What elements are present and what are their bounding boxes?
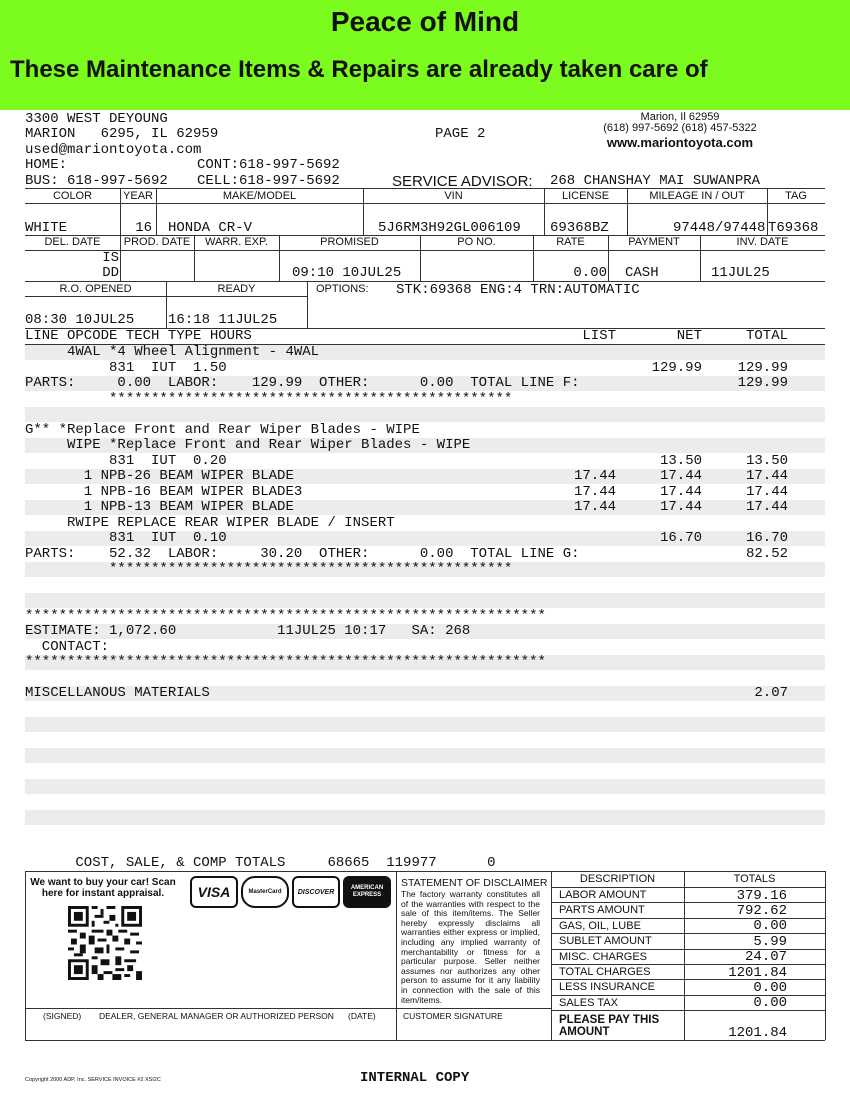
vehicle-tag: T69368 xyxy=(768,220,819,236)
list-header: LIST xyxy=(582,328,616,344)
row-stripe xyxy=(25,748,825,763)
vin-label: VIN xyxy=(444,190,463,202)
totals-row-label: LABOR AMOUNT xyxy=(559,889,647,901)
options-label: OPTIONS: xyxy=(316,283,369,295)
row-stripe xyxy=(25,593,825,608)
date-label: (DATE) xyxy=(348,1011,376,1021)
line-item-text: MISCELLANOUS MATERIALS xyxy=(25,685,210,701)
promised-label: PROMISED xyxy=(320,236,379,248)
vehicle-year: 16 xyxy=(135,220,152,236)
payment-value: CASH xyxy=(625,265,659,281)
totals-row-value: 0.00 xyxy=(753,979,787,996)
line-item-text: 1 NPB-26 BEAM WIPER BLADE xyxy=(25,468,294,484)
cell-phone: CELL:618-997-5692 xyxy=(197,173,340,189)
line-item-total: 82.52 xyxy=(745,545,788,562)
copyright-text: Copyright 2000 ADP, Inc. SERVICE INVOICE #2 XSI2C xyxy=(25,1077,161,1083)
rate-label: RATE xyxy=(556,236,585,248)
service-advisor-name: 268 CHANSHAY MAI SUWANPRA xyxy=(550,173,761,189)
cost-sale-comp-totals: COST, SALE, & COMP TOTALS 68665 119977 0 xyxy=(25,855,496,871)
line-item-list: 17.44 xyxy=(573,499,616,515)
totals-row-label: SALES TAX xyxy=(559,996,618,1009)
ro-opened-label: R.O. OPENED xyxy=(59,283,132,295)
totals-row-label: LESS INSURANCE xyxy=(559,981,655,994)
prod-date-label: PROD. DATE xyxy=(123,236,191,248)
dealer-signature-label: DEALER, GENERAL MANAGER OR AUTHORIZED PERSON xyxy=(99,1011,334,1021)
totals-row-value: 0.00 xyxy=(753,995,787,1012)
vehicle-mileage: 97448/97448 xyxy=(673,220,766,236)
line-item-total: 129.99 xyxy=(737,359,788,376)
line-item-text: G** *Replace Front and Rear Wiper Blades - WIPE xyxy=(25,421,420,438)
row-stripe xyxy=(25,779,825,794)
line-item-net: 17.44 xyxy=(659,468,702,484)
license-label: LICENSE xyxy=(561,190,610,202)
row-stripe xyxy=(25,407,825,422)
line-item-net: 17.44 xyxy=(659,483,702,500)
service-advisor-label: SERVICE ADVISOR: xyxy=(392,173,533,190)
appraisal-text: We want to buy your car! Scan here for instant appraisal. xyxy=(30,877,176,899)
totals-row-value: 1201.84 xyxy=(728,964,787,981)
totals-row-value: 379.16 xyxy=(736,887,787,904)
line-item-list: 17.44 xyxy=(573,468,616,484)
totals-label: TOTALS xyxy=(733,873,776,885)
line-item-text: 831 IUT 0.20 xyxy=(25,452,227,469)
line-item-text: WIPE *Replace Front and Rear Wiper Blades - WIPE xyxy=(25,437,471,453)
vehicle-make-model: HONDA CR-V xyxy=(168,220,253,236)
totals-row-label: SUBLET AMOUNT xyxy=(559,935,652,948)
mastercard-logo: MasterCard xyxy=(241,876,289,908)
del-date-line1: IS xyxy=(102,250,119,266)
vehicle-vin: 5J6RM3H92GL006109 xyxy=(378,220,521,236)
line-item-total: 129.99 xyxy=(737,375,788,391)
inv-date-label: INV. DATE xyxy=(736,236,789,248)
customer-signature-label: CUSTOMER SIGNATURE xyxy=(403,1011,503,1021)
qr-code-icon[interactable] xyxy=(68,906,142,980)
line-item-text: PARTS: 52.32 LABOR: 30.20 OTHER: 0.00 TOTAL LINE G: xyxy=(25,545,580,562)
discover-logo: DISCOVER xyxy=(292,876,340,908)
dealer-city: Marion, Il 62959 xyxy=(640,111,720,123)
tag-label: TAG xyxy=(785,190,807,202)
totals-row-label: MISC. CHARGES xyxy=(559,950,648,963)
line-item-total: 2.07 xyxy=(754,685,788,701)
inv-date-value: 11JUL25 xyxy=(711,265,770,281)
line-item-text: ESTIMATE: 1,072.60 11JUL25 10:17 SA: 268 xyxy=(25,623,471,639)
totals-row-label: TOTAL CHARGES xyxy=(559,966,651,978)
ready-label: READY xyxy=(217,283,256,295)
line-item-text: 831 IUT 1.50 xyxy=(25,359,227,376)
line-item-list: 17.44 xyxy=(573,483,616,500)
line-item-text: 1 NPB-13 BEAM WIPER BLADE xyxy=(25,499,294,515)
mileage-label: MILEAGE IN / OUT xyxy=(649,190,745,202)
line-item-total: 13.50 xyxy=(745,452,788,469)
please-pay-label: PLEASE PAY THIS AMOUNT xyxy=(559,1014,660,1038)
lines-header: LINE OPCODE TECH TYPE HOURS xyxy=(25,328,252,344)
signed-label: (SIGNED) xyxy=(43,1011,82,1021)
line-item-text: 831 IUT 0.10 xyxy=(25,530,227,546)
description-label: DESCRIPTION xyxy=(579,873,656,885)
business-phone: BUS: 618-997-5692 xyxy=(25,173,168,189)
make-model-label: MAKE/MODEL xyxy=(222,190,297,202)
vehicle-color: WHITE xyxy=(25,220,68,236)
peace-of-mind-banner xyxy=(0,0,850,110)
totals-row-label: PARTS AMOUNT xyxy=(559,904,645,917)
contact-phone: CONT:618-997-5692 xyxy=(197,157,340,173)
line-item-text: ************************************************ xyxy=(25,561,513,577)
line-item-total: 17.44 xyxy=(745,483,788,500)
net-header: NET xyxy=(676,328,702,344)
line-item-net: 129.99 xyxy=(651,359,702,376)
line-item-text: ************************************************************** xyxy=(25,607,546,624)
promised-value: 09:10 10JUL25 xyxy=(292,265,402,281)
del-date-line2: DD xyxy=(102,265,119,281)
row-stripe xyxy=(25,717,825,732)
warr-exp-label: WARR. EXP. xyxy=(205,236,268,248)
totals-row-value: 792.62 xyxy=(736,902,787,919)
ro-opened-value: 08:30 10JUL25 xyxy=(25,312,135,328)
dealer-email: used@mariontoyota.com xyxy=(25,142,202,158)
line-item-text: ************************************************************** xyxy=(25,654,546,670)
ready-value: 16:18 11JUL25 xyxy=(168,312,278,328)
totals-row-value: 24.07 xyxy=(744,949,787,966)
line-item-total: 17.44 xyxy=(745,468,788,484)
line-item-net: 13.50 xyxy=(659,452,702,469)
total-header: TOTAL xyxy=(745,328,788,344)
visa-logo: VISA xyxy=(190,876,238,908)
dealer-address1: 3300 WEST DEYOUNG xyxy=(25,111,168,127)
line-item-text: PARTS: 0.00 LABOR: 129.99 OTHER: 0.00 TOTAL LINE F: xyxy=(25,375,580,391)
line-item-total: 17.44 xyxy=(745,499,788,515)
amex-logo: AMERICAN EXPRESS xyxy=(343,876,391,908)
line-item-text: 4WAL *4 Wheel Alignment - 4WAL xyxy=(25,344,320,360)
banner-title: Peace of Mind xyxy=(330,6,520,37)
home-phone: HOME: xyxy=(25,157,68,173)
po-no-label: PO NO. xyxy=(457,236,496,248)
line-item-text: RWIPE REPLACE REAR WIPER BLADE / INSERT xyxy=(25,514,395,531)
totals-row-label: GAS, OIL, LUBE xyxy=(559,919,641,932)
banner-subtitle: These Maintenance Items & Repairs are already taken care of xyxy=(10,56,708,83)
row-stripe xyxy=(25,810,825,825)
disclaimer-text: The factory warranty constitutes all of the warranties with respect to the sale of this item/items. The Seller hereby expressly disclaims all warranties either express or implied, including any implied warranty of merchantability or fitness for a particular purpose. Seller neither assumes nor authorizes any other person to assume for it any liability in connection with the sale of this item/items. xyxy=(401,889,540,1005)
totals-row-value: 0.00 xyxy=(753,918,787,935)
line-item-text: CONTACT: xyxy=(25,638,110,655)
vehicle-license: 69368BZ xyxy=(550,220,609,236)
dealer-phones: (618) 997-5692 (618) 457-5322 xyxy=(603,122,757,134)
dealer-address2: MARION 6295, IL 62959 xyxy=(25,126,219,142)
dealer-website: www.mariontoyota.com xyxy=(606,135,754,150)
rate-value: 0.00 xyxy=(573,265,607,281)
line-item-total: 16.70 xyxy=(745,530,788,546)
line-item-text: 1 NPB-16 BEAM WIPER BLADE3 xyxy=(25,483,303,500)
options-value: STK:69368 ENG:4 TRN:AUTOMATIC xyxy=(396,282,640,298)
totals-row-value: 5.99 xyxy=(753,933,787,950)
please-pay-amount: 1201.84 xyxy=(728,1025,787,1041)
line-item-net: 17.44 xyxy=(659,499,702,515)
disclaimer-title: STATEMENT OF DISCLAIMER xyxy=(401,877,548,889)
color-label: COLOR xyxy=(52,190,93,202)
year-label: YEAR xyxy=(123,190,153,202)
line-item-text: ************************************************ xyxy=(25,390,513,407)
internal-copy-label: INTERNAL COPY xyxy=(360,1070,470,1086)
line-item-net: 16.70 xyxy=(659,530,702,546)
page-number: PAGE 2 xyxy=(435,126,486,142)
payment-label: PAYMENT xyxy=(628,236,680,248)
del-date-label: DEL. DATE xyxy=(44,236,101,248)
